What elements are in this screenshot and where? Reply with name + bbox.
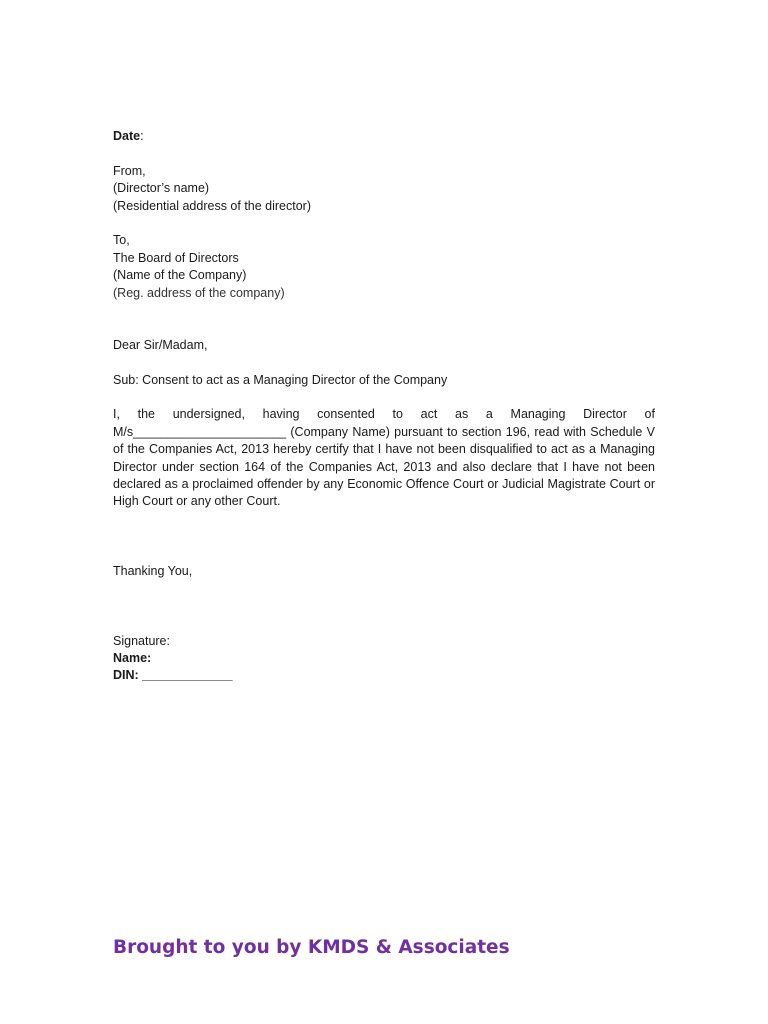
from-label: From,	[113, 163, 146, 178]
consent-letter	[113, 128, 655, 685]
director-address: (Residential address of the director)	[113, 198, 312, 213]
closing: Thanking You,	[113, 564, 193, 579]
signature-label: Signature:	[113, 633, 170, 648]
date-colon: :	[140, 129, 144, 143]
date-label: Date	[113, 129, 141, 143]
director-name: (Director’s name)	[113, 181, 210, 196]
name-label: Name:	[113, 651, 152, 666]
company-name: (Name of the Company)	[113, 268, 247, 283]
consent-paragraph: I, the undersigned, having consented to act as a Managing Director of M/s______________________ (Company Name) pursuant to section 196, read with Schedule V of the Companies Act, 2013 hereby certify that I have not been disqualified to act as a Managing Director under section 164 of the Companies Act, 2013 and also declare that I have not been declared as a proclaimed offender by any Economic Offence Court or Judicial Magistrate Court or High Court or any other Court.	[113, 407, 655, 509]
din-label: DIN: _____________	[113, 668, 233, 683]
to-label: To,	[113, 233, 130, 248]
footer-branding: Brought to you by KMDS & Associates	[113, 937, 510, 958]
salutation: Dear Sir/Madam,	[113, 337, 208, 352]
company-address: (Reg. address of the company)	[113, 285, 285, 300]
recipient: The Board of Directors	[113, 250, 239, 265]
subject-line: Sub: Consent to act as a Managing Director of the Company	[113, 372, 448, 387]
date-line	[113, 128, 655, 145]
